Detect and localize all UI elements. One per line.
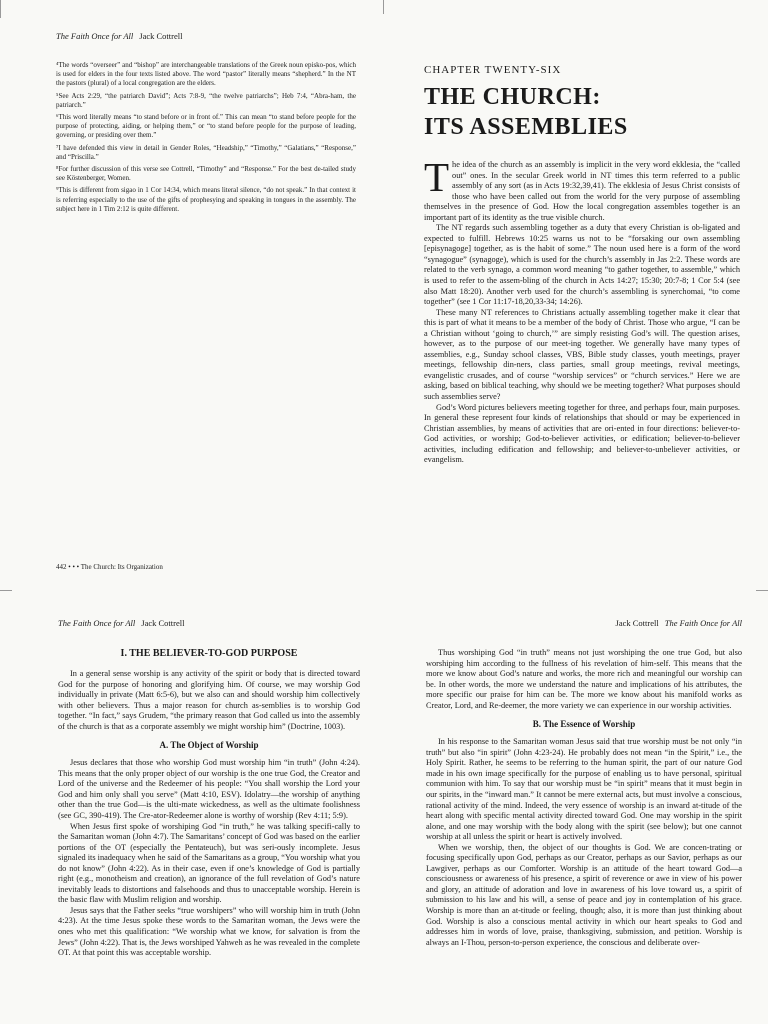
paragraph-1-text: he idea of the church as an assembly is implicit in the very word ekklesia, the “called out” ones. In the secular Greek world in NT times this term referred to a public assembly of any sort (as in Acts 19:32,39,41). The ekklesia of Jesus Christ consists of those who have been called out from the world for the very purpose of assembling themselves in the presence of God. How the local congregation assembles together is an important part of its identity as the true visible church. — [424, 160, 740, 222]
footnote-7: ⁷I have defended this view in detail in Gender Roles, “Headship,” “Timothy,” “Galatians,” “Response,” and “Priscilla.” — [56, 143, 356, 161]
running-header — [426, 618, 742, 628]
subsection-heading: A. The Object of Worship — [159, 740, 259, 751]
footnote-4: ⁴The words “overseer” and “bishop” are interchangeable translations of the Greek noun episko-pos, which is used for elders in the four texts listed above. The word “pastor” literally means “shepherd.” In the NT the pastors (plural) of a local congregation are the elders. — [56, 61, 356, 88]
page-folio: 442 • • • The Church: Its Organization — [56, 563, 163, 571]
section-heading: I. THE BELIEVER-TO-GOD PURPOSE — [120, 648, 298, 659]
chapter-title-line-1: THE CHURCH: — [424, 84, 601, 110]
scan-edge-mark — [383, 0, 384, 14]
paragraph-1 — [424, 154, 740, 223]
paragraph-1: In his response to the Samaritan woman Jesus said that true worship must be not only “in truth” but also “in spirit” (John 4:23-24). He probably does not mean “in the Spirit,” i.e., the Holy Spirit. Rather, he seems to be referring to the human spirit, the part of our nature God made in his own image specifically for the purpose of enabling us to have personal, spiritual communion with him. To say that our worship must be “in spirit” means that it must begin in our spirits, in the “inward man.” It cannot be mere external acts, but must involve a conscious, rational activity of the mind. Indeed, the very essence of worship is an inward at-titude of the heart along with specific mental activity directed toward God. One may worship in the spirit alone, and one may worship with the body along with the spirit (see below); but one cannot worship at all unless the spirit or heart is actively involved. — [426, 737, 742, 842]
section-intro: Thus worshiping God “in truth” means not just worshiping the one true God, but also worshiping him according to the fullness of his revelation of him-self. This means that the more we know about God’s nature and works, the more rich and meaningful our worship can be. In other words, the more we understand the nature and implications of his attributes, the more specific our praise for him can be. The more we know about his manifold works as Creator, Lord, and Re-deemer, the more variety we can experience in our worship activities. — [426, 648, 742, 710]
page-chapter-opening — [384, 0, 768, 590]
page-442 — [0, 0, 384, 590]
chapter-title-line-2: ITS ASSEMBLIES — [424, 114, 628, 140]
running-header — [58, 618, 360, 628]
subsection-heading: B. The Essence of Worship — [532, 719, 636, 730]
page-believer-to-god — [0, 590, 384, 1024]
header-author: Jack Cottrell — [615, 618, 659, 628]
paragraph-2: When we worship, then, the object of our thoughts is God. We are concen-trating or focusing specifically upon God, perhaps as our Creator, perhaps as our Savior, perhaps as our Lawgiver, perhaps as our Comforter. Worship is an attitude of the heart toward God—a consciousness or awareness of his presence, a spirit of reverence or awe in view of his power and glory, an attitude of adoration and love in awareness of his love toward us, a spirit of submission to his law and his will, a sense of peace and joy in contemplation of his grace. Worship is more than an at-titude or feeling, though; also, it is more than just thinking about God. Worship is also a conscious mental activity in which our heart speaks to God and addresses him in words of love, praise, thanksgiving, submission, and petition. Worship is always an I-Thou, person-to-person experience, the conscious and deliberate over- — [426, 842, 742, 947]
header-title: The Faith Once for All — [664, 618, 742, 628]
footnote-8: ⁸For further discussion of this verse see Cottrell, “Timothy” and “Response.” For the best de-tailed study see Köstenberger, Women. — [56, 165, 356, 183]
chapter-number: CHAPTER TWENTY-SIX — [424, 64, 562, 76]
scan-edge-mark — [756, 590, 768, 591]
section-intro: In a general sense worship is any activity of the spirit or body that is directed toward God for the purpose of honoring and glorifying him. Of course, we may worship God individually in private (Matt 6:5-6), but we also can and should worship him collectively with other believers. Thus a major reason for church as-semblies is to worship God together. “In fact,” says Grudem, “the primary reason that God called us into the assembly of the church is that as a corporate assembly we might worship him” (Doctrine, 1003). — [58, 669, 360, 731]
footnote-9: ⁹This is different from sigao in 1 Cor 14:34, which means literal silence, “do not speak.” In that context it is referring especially to the use of the gifts of prophesying and speaking in tongues in the assembly. The subject here in 1 Tim 2:12 is quite different. — [56, 186, 356, 213]
paragraph-2: The NT regards such assembling together as a duty that every Christian is ob-ligated and expected to fulfill. Hebrews 10:25 warns us not to be “forsaking our own assembling [episynagoge] together, as is the habit of some.” The noun used here is a form of the word “synagogue” (synagoge), which is used for the church’s assembly in Jas 2:2. These words are related to the verb synago, a common word meaning “to gather together, to assemble,” which is used to refer to the assem-bling of the church in Acts 14:27; 15:30; 20:7-8; 1 Cor 5:4 (see also Matt 18:20). Another verb used for the church’s assembling is synerchomai, “to come together” (see 1 Cor 11:17-18,20,33-34; 14:26). — [424, 223, 740, 307]
running-header — [56, 31, 356, 41]
paragraph-3: These many NT references to Christians actually assembling together make it clear that this is part of what it means to be a member of the body of Christ. Those who argue, “I can be a Christian without ‘going to church,’” are simply resisting God’s will. The question arises, however, as to the purpose of our meet-ing together. We generally have many types of assemblies, e.g., Sunday school classes, VBS, Bible study classes, youth meetings, prayer meetings, fellowship din-ners, class parties, small group meetings, revival meetings, evangelistic crusades, and of course “worship services” or “church services.” Here we are asking, based on biblical teaching, why should we be meeting together? What purposes should such assemblies serve? — [424, 307, 740, 402]
paragraph-3: Jesus says that the Father seeks “true worshipers” who will worship him in truth (John 4:23). At the time Jesus spoke these words to the Samaritan woman, the Jews were the ones who met this qualification: “We worship what we know, for salvation is from the Jews” (John 4:22). That is, the Jews worshiped Yahweh as he was revealed in the complete OT. At that point this was acceptable worship. — [58, 905, 360, 958]
header-title: The Faith Once for All — [58, 618, 136, 628]
chapter-title — [424, 82, 740, 142]
header-title: The Faith Once for All — [56, 31, 134, 41]
header-author: Jack Cottrell — [141, 618, 185, 628]
scan-edge-mark — [0, 590, 12, 591]
footnote-6: ⁶This word literally means “to stand before or in front of.” This can mean “to stand before people for the purpose of protecting, aiding, or helping them,” or “to stand before people for the purpose of leading, governing, or presiding over them.” — [56, 113, 356, 140]
page-essence-of-worship — [384, 590, 768, 1024]
drop-cap: T — [424, 154, 450, 200]
scan-edge-mark — [0, 0, 1, 18]
paragraph-1: Jesus declares that those who worship God must worship him “in truth” (John 4:24). This means that the only proper object of our worship is the one true God, the Creator and Lord of the universe and the Redeemer of his people: “You shall worship the Lord your God and him only shall you serve” (Matt 4:10, ESV). Idolatry—the worship of anything other than the true God—is the ulti-mate wickedness, as well as the ultimate foolishness (see GC, 390-419). The Cre-ator-Redeemer alone is worthy of worship (Rev 4:11; 5:9). — [58, 758, 360, 821]
paragraph-4: God’s Word pictures believers meeting together for three, and perhaps four, main purposes. In general these represent four kinds of relationships that should or may be experienced in Christian assemblies, by means of activities that are ori-ented in four directions: believer-to-God activities, or worship; God-to-believer activities, or edification; believer-to-believer activities, including edification and fellowship; and believer-to-unbeliever activities, or evangelism. — [424, 402, 740, 465]
paragraph-2: When Jesus first spoke of worshiping God “in truth,” he was talking specifi-cally to the Samaritan woman (John 4:7). The Samaritans’ concept of God was based on the earlier portions of the OT (especially the Pentateuch), but was seri-ously incomplete. Jesus signaled its inadequacy when he said of the Samaritans as a group, “You worship what you do not know” (John 4:22). As in their case, even if one’s knowledge of God is partially right (e.g., monotheism and creation), an ignorance of the full revelation of God’s nature inevitably leads to distortions and falsehoods and thus to unacceptable worship. Herein is the basic flaw with Muslim religion and worship. — [58, 821, 360, 905]
header-author: Jack Cottrell — [139, 31, 183, 41]
footnote-5: ⁵See Acts 2:29, “the patriarch David”; Acts 7:8-9, “the twelve patriarchs”; Heb 7:4, “Abra-ham, the patriarch.” — [56, 91, 356, 109]
